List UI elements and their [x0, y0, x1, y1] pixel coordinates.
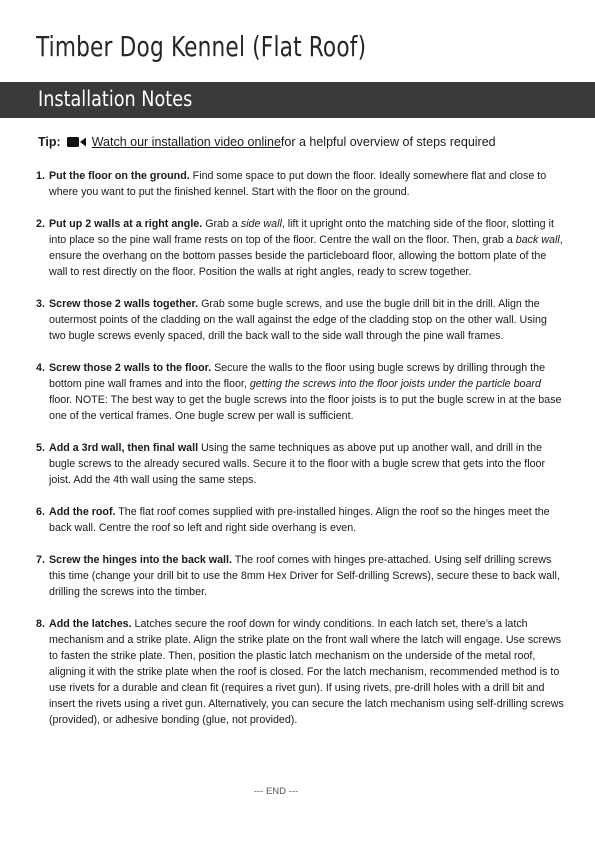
tip-label: Tip:: [38, 135, 61, 149]
step-number: 5.: [36, 442, 45, 454]
step-item: [36, 616, 564, 728]
step-number: 1.: [36, 170, 45, 182]
step-text: getting the screws into the floor joists under the particle board: [249, 378, 541, 390]
tip-text: for a helpful overview of steps required: [280, 135, 496, 149]
video-camera-icon: [67, 136, 86, 148]
step-text: floor. NOTE: The best way to get the bugle screws into the floor joists is to put the bugle screw in at the base one of the vertical frames. One bugle screw per wall is sufficient.: [49, 394, 562, 422]
step-text: Grab a: [202, 218, 241, 230]
step-item: [36, 504, 564, 536]
step-item: [36, 440, 564, 488]
step-lead: Screw those 2 walls together.: [49, 298, 199, 310]
step-text: Secure the walls to the floor using bugle screws by drilling through the bottom pine wall frames and into the floor,: [49, 362, 546, 390]
step-item: [36, 168, 564, 200]
installation-steps: [36, 168, 564, 744]
step-lead: Add the roof.: [49, 506, 116, 518]
step-number: 6.: [36, 506, 45, 518]
step-number: 7.: [36, 554, 45, 566]
step-text: back wall: [515, 234, 560, 246]
step-text: Grab some bugle screws, and use the bugle drill bit in the drill. Align the outermost points of the cladding on the wall against the edge of the cladding stop on the other wall. Using two bugle screws evenly spaced, drill the back wall to the side wall through the pine wall frames.: [49, 298, 547, 342]
step-lead: Screw the hinges into the back wall.: [49, 554, 232, 566]
step-text: Find some space to put down the floor. Ideally somewhere flat and close to where you want to put the finished kennel. Start with the floor on the ground.: [49, 170, 547, 198]
step-text: Latches secure the roof down for windy conditions. In each latch set, there’s a latch mechanism and a strike plate. Align the strike plate on the front wall where the latch will engage. Use screws to fasten the strike plate. Then, position the plastic latch mechanism on the underside of the metal roof, aligning it with the strike plate when the roof is closed. For the latch mechanism, recommended method is to use rivets for a durable and clean fit (requires a rivet gun). If using rivets, pre-drill holes with a drill bit and insert the rivets using a rivet gun. Alternatively, you can secure the latch mechanism using self-drilling screws (provided), or adhesive bonding (glue, not provided).: [49, 618, 564, 726]
tip-line: [38, 135, 496, 149]
step-item: [36, 296, 564, 344]
step-text: The roof comes with hinges pre-attached. Using self drilling screws this time (change your drill bit to use the 8mm Hex Driver for Self-drilling Screws), secure these to back wall, drilling the screws into the timber.: [49, 554, 560, 598]
step-lead: Screw those 2 walls to the floor.: [49, 362, 212, 374]
page-title: Timber Dog Kennel (Flat Roof): [36, 30, 367, 63]
step-item: [36, 552, 564, 600]
section-heading: Installation Notes: [38, 87, 193, 111]
step-item: [36, 216, 564, 280]
step-text: , lift it upright onto the matching side of the floor, slotting it into place so the pine wall frame rests on top of the floor. Centre the wall on the floor. Then, grab a: [49, 218, 554, 246]
end-marker: --- END ---: [253, 786, 299, 797]
step-number: 8.: [36, 618, 45, 630]
step-lead: Put up 2 walls at a right angle.: [49, 218, 203, 230]
step-number: 2.: [36, 218, 45, 230]
step-text: , ensure the overhang on the bottom passes beside the particleboard floor, allowing the bottom plate of the wall to rest directly on the floor. Position the walls at right angles, ready to screw together.: [49, 234, 563, 278]
step-lead: Put the floor on the ground.: [49, 170, 190, 182]
section-banner: [0, 82, 595, 118]
step-text: Using the same techniques as above put up another wall, and drill in the bugle screws to the already secured walls. Secure it to the floor with a bugle screw that gets into the floor joist. Add the 4th wall using the same steps.: [49, 442, 546, 486]
step-number: 4.: [36, 362, 45, 374]
step-lead: Add the latches.: [49, 618, 132, 630]
step-lead: Add a 3rd wall, then final wall: [49, 442, 199, 454]
step-text: The flat roof comes supplied with pre-installed hinges. Align the roof so the hinges meet the back wall. Centre the roof so left and right side overhang is even.: [49, 506, 550, 534]
installation-video-link[interactable]: Watch our installation video online: [91, 135, 281, 149]
step-number: 3.: [36, 298, 45, 310]
step-text: side wall: [240, 218, 282, 230]
step-item: [36, 360, 564, 424]
